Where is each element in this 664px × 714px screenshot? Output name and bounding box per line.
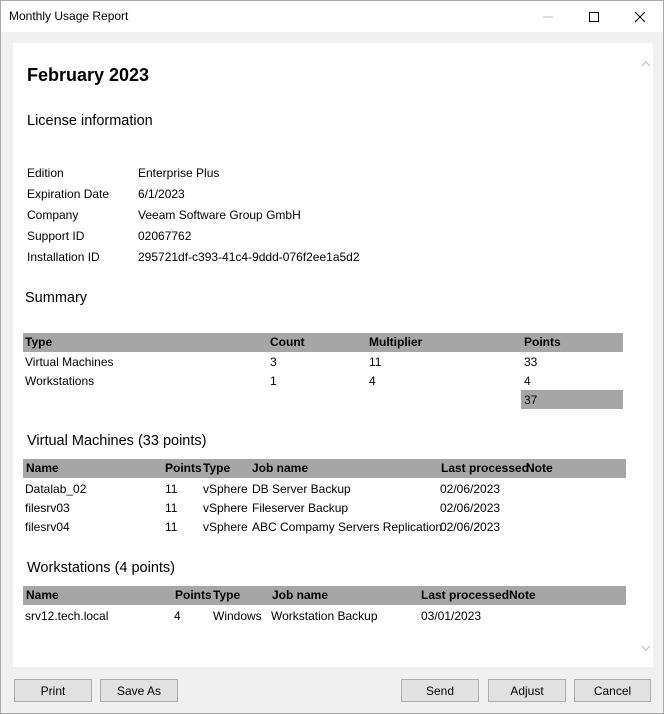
- summary-col-count: Count: [270, 335, 305, 349]
- vms-col-job-name: Job name: [252, 461, 309, 475]
- vm-cell-type: vSphere: [203, 482, 248, 496]
- send-button[interactable]: Send: [401, 679, 479, 702]
- summary-cell-count: 1: [270, 374, 277, 388]
- workstations-heading: Workstations (4 points): [27, 560, 176, 576]
- workstations-table-header: [23, 586, 626, 605]
- ws-cell-last-processed: 03/01/2023: [421, 609, 482, 623]
- minimize-button[interactable]: [525, 1, 571, 32]
- ws-cell-name: srv12.tech.local: [25, 609, 109, 623]
- summary-cell-multiplier: 4: [369, 374, 376, 388]
- ws-col-points: Points: [175, 588, 212, 602]
- close-button[interactable]: [617, 1, 663, 32]
- license-value-company: Veeam Software Group GmbH: [138, 208, 301, 222]
- ws-col-note: Note: [509, 588, 536, 602]
- vm-cell-job-name: Fileserver Backup: [252, 501, 349, 515]
- vm-cell-name: Datalab_02: [25, 482, 87, 496]
- maximize-icon: [588, 11, 600, 23]
- vm-cell-last-processed: 02/06/2023: [440, 520, 501, 534]
- summary-cell-points: 4: [524, 374, 531, 388]
- license-heading: License information: [27, 113, 153, 129]
- license-key-installation-id: Installation ID: [27, 250, 100, 264]
- vm-cell-points: 11: [165, 501, 178, 515]
- report-title: February 2023: [27, 65, 150, 85]
- summary-col-points: Points: [524, 335, 561, 349]
- vm-cell-last-processed: 02/06/2023: [440, 501, 501, 515]
- chevron-down-icon: [641, 644, 651, 652]
- ws-col-type: Type: [213, 588, 241, 602]
- license-key-support-id: Support ID: [27, 229, 85, 243]
- close-icon: [634, 11, 646, 23]
- summary-cell-points: 33: [524, 355, 538, 369]
- print-button[interactable]: Print: [14, 679, 92, 702]
- report-content: [13, 43, 639, 667]
- vm-cell-points: 11: [165, 482, 178, 496]
- vm-cell-name: filesrv03: [25, 501, 70, 515]
- ws-col-last-processed: Last processed: [421, 588, 510, 602]
- license-key-company: Company: [27, 208, 79, 222]
- license-value-support-id: 02067762: [138, 229, 192, 243]
- vm-cell-job-name: DB Server Backup: [252, 482, 351, 496]
- vm-cell-type: vSphere: [203, 520, 248, 534]
- save-as-button[interactable]: Save As: [100, 679, 178, 702]
- summary-cell-count: 3: [270, 355, 277, 369]
- vm-cell-job-name: ABC Compamy Servers Replication: [252, 520, 443, 534]
- vms-heading: Virtual Machines (33 points): [27, 433, 207, 449]
- license-value-edition: Enterprise Plus: [138, 166, 220, 180]
- summary-total-points: 37: [524, 393, 538, 407]
- ws-cell-points: 4: [174, 609, 181, 623]
- summary-col-multiplier: Multiplier: [369, 335, 423, 349]
- adjust-button[interactable]: Adjust: [488, 679, 566, 702]
- license-value-expiration: 6/1/2023: [138, 187, 185, 201]
- summary-total-box: [521, 390, 623, 409]
- scroll-up-button[interactable]: [639, 57, 653, 71]
- vms-table-header: [23, 459, 626, 478]
- summary-cell-type: Virtual Machines: [25, 355, 114, 369]
- license-value-installation-id: 295721df-c393-41c4-9ddd-076f2ee1a5d2: [138, 250, 360, 264]
- vms-col-name: Name: [26, 461, 59, 475]
- minimize-icon: [542, 11, 554, 23]
- vms-col-type: Type: [203, 461, 231, 475]
- summary-heading: Summary: [25, 290, 88, 306]
- license-key-expiration: Expiration Date: [27, 187, 110, 201]
- vm-cell-last-processed: 02/06/2023: [440, 482, 501, 496]
- chevron-up-icon: [641, 60, 651, 68]
- ws-col-job-name: Job name: [272, 588, 329, 602]
- license-key-edition: Edition: [27, 166, 64, 180]
- vms-col-last-processed: Last processed: [441, 461, 530, 475]
- maximize-button[interactable]: [571, 1, 617, 32]
- vm-cell-name: filesrv04: [25, 520, 70, 534]
- vm-cell-type: vSphere: [203, 501, 248, 515]
- ws-cell-type: Windows: [213, 609, 262, 623]
- vertical-scrollbar[interactable]: [639, 43, 653, 667]
- vms-col-points: Points: [165, 461, 202, 475]
- cancel-button[interactable]: Cancel: [574, 679, 651, 702]
- vm-cell-points: 11: [165, 520, 178, 534]
- title-bar: [1, 1, 663, 32]
- summary-cell-multiplier: 11: [369, 355, 382, 369]
- summary-table-header: [23, 333, 623, 352]
- summary-cell-type: Workstations: [25, 374, 95, 388]
- scroll-down-button[interactable]: [639, 641, 653, 655]
- ws-cell-job-name: Workstation Backup: [271, 609, 378, 623]
- summary-col-type: Type: [25, 335, 53, 349]
- window-title: Monthly Usage Report: [9, 9, 129, 23]
- vms-col-note: Note: [526, 461, 553, 475]
- ws-col-name: Name: [26, 588, 59, 602]
